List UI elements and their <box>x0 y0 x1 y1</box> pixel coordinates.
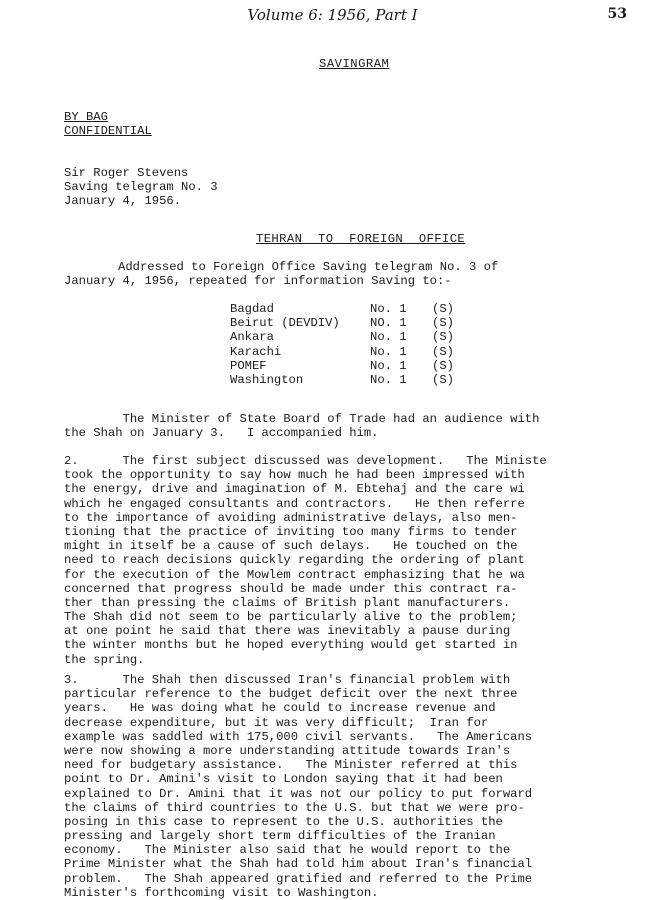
sender-name: Sir Roger Stevens <box>64 166 189 180</box>
text-line: the spring. <box>64 652 145 667</box>
distribution-number: NO. 1 <box>370 316 407 331</box>
text-line: were now showing a more understanding attitude towards Iran's <box>64 743 511 758</box>
text-line: posing in this case to represent to the U.S. authorities the <box>64 814 503 829</box>
text-line: 2. The first subject discussed was development. The Ministe <box>64 454 547 468</box>
text-line: need to reach decisions quickly regarding the ordering of plant <box>64 553 525 568</box>
text-line: explained to Dr. Amini that it was not our policy to put forward <box>64 786 533 801</box>
text-line: at one point he said that there was inevitably a pause during <box>64 624 511 639</box>
telegram-date: January 4, 1956. <box>64 194 182 209</box>
text-line: example was saddled with 175,000 civil servants. The Americans <box>64 729 533 744</box>
distribution-number: No. 1 <box>370 302 407 316</box>
text-line: point to Dr. Amini's visit to London saying that it had been <box>64 772 503 787</box>
distribution-destination: Washington <box>230 373 304 388</box>
address-block <box>64 260 629 288</box>
text-line: the Shah on January 3. I accompanied him. <box>64 426 379 441</box>
text-line: problem. The Shah appeared gratified and referred to the Prime <box>64 871 533 886</box>
distribution-mark: (S) <box>432 302 454 316</box>
intro-paragraph <box>64 412 629 440</box>
distribution-destination: POMEF <box>230 358 267 373</box>
text-line: need for budgetary assistance. The Minister referred at this <box>64 758 518 773</box>
address-line: Addressed to Foreign Office Saving telegram No. 3 of <box>118 260 499 274</box>
distribution-mark: (S) <box>432 330 454 345</box>
text-line: The Minister of State Board of Trade had an audience with <box>64 412 540 426</box>
distribution-number: No. 1 <box>370 373 407 388</box>
text-line: ther than pressing the claims of British plant manufacturers. <box>64 595 511 610</box>
text-line: 3. The Shah then discussed Iran's financial problem with <box>64 673 511 687</box>
text-line: particular reference to the budget deficit over the next three <box>64 687 518 702</box>
document-title: SAVINGRAM <box>319 57 390 71</box>
text-line: decrease expenditure, but it was very difficult; Iran for <box>64 715 489 730</box>
distribution-number: No. 1 <box>370 358 407 373</box>
text-line: took the opportunity to say how much he had been impressed with <box>64 468 525 483</box>
text-line: the claims of third countries to the U.S. but that we were pro- <box>64 800 525 815</box>
paragraph-2 <box>64 454 629 667</box>
distribution-row <box>230 359 454 373</box>
text-line: tioning that the practice of inviting too many firms to tender <box>64 524 518 539</box>
distribution-row <box>230 330 454 344</box>
distribution-row <box>230 373 454 387</box>
running-title: Volume 6: 1956, Part I <box>247 6 418 24</box>
text-line: years. He was doing what he could to increase revenue and <box>64 701 496 716</box>
distribution-destination: Karachi <box>230 344 282 359</box>
distribution-row <box>230 302 454 316</box>
text-line: Prime Minister what the Shah had told him about Iran's financial <box>64 857 533 872</box>
distribution-number: No. 1 <box>370 330 407 345</box>
text-line: for the execution of the Mowlem contract emphasizing that he wa <box>64 567 525 582</box>
distribution-number: No. 1 <box>370 344 407 359</box>
page-header <box>0 6 665 26</box>
marking-line: CONFIDENTIAL <box>64 124 152 138</box>
text-line: pressing and largely short term difficulties of the Iranian <box>64 829 496 844</box>
address-line: January 4, 1956, repeated for information Saving to:- <box>64 274 452 289</box>
text-line: concerned that progress should be made under this contract ra- <box>64 581 518 596</box>
security-markings <box>64 110 152 138</box>
distribution-mark: (S) <box>432 358 454 373</box>
page-number: 53 <box>607 6 627 22</box>
distribution-mark: (S) <box>432 373 454 388</box>
text-line: Minister's forthcoming visit to Washington. <box>64 885 379 900</box>
route-heading: TEHRAN TO FOREIGN OFFICE <box>256 232 466 246</box>
text-line: the energy, drive and imagination of M. Ebtehaj and the care wi <box>64 482 525 497</box>
distribution-row <box>230 345 454 359</box>
distribution-destination: Bagdad <box>230 302 274 316</box>
text-line: which he engaged consultants and contractors. He then referre <box>64 496 525 511</box>
distribution-mark: (S) <box>432 344 454 359</box>
text-line: to the importance of avoiding administrative delays, also men- <box>64 510 518 525</box>
distribution-mark: (S) <box>432 316 454 331</box>
text-line: might in itself be a cause of such delays. He touched on the <box>64 539 518 554</box>
telegram-number: Saving telegram No. 3 <box>64 180 218 195</box>
distribution-destination: Ankara <box>230 330 274 345</box>
text-line: the winter months but he hoped everything would get started in <box>64 638 518 653</box>
sender-block <box>64 166 218 209</box>
marking-line: BY BAG <box>64 110 108 124</box>
text-line: economy. The Minister also said that he would report to the <box>64 843 511 858</box>
distribution-row <box>230 316 454 330</box>
text-line: The Shah did not seem to be particularly alive to the problem; <box>64 610 518 625</box>
paragraph-3 <box>64 673 629 900</box>
distribution-destination: Beirut (DEVDIV) <box>230 316 340 331</box>
distribution-list <box>230 302 454 387</box>
